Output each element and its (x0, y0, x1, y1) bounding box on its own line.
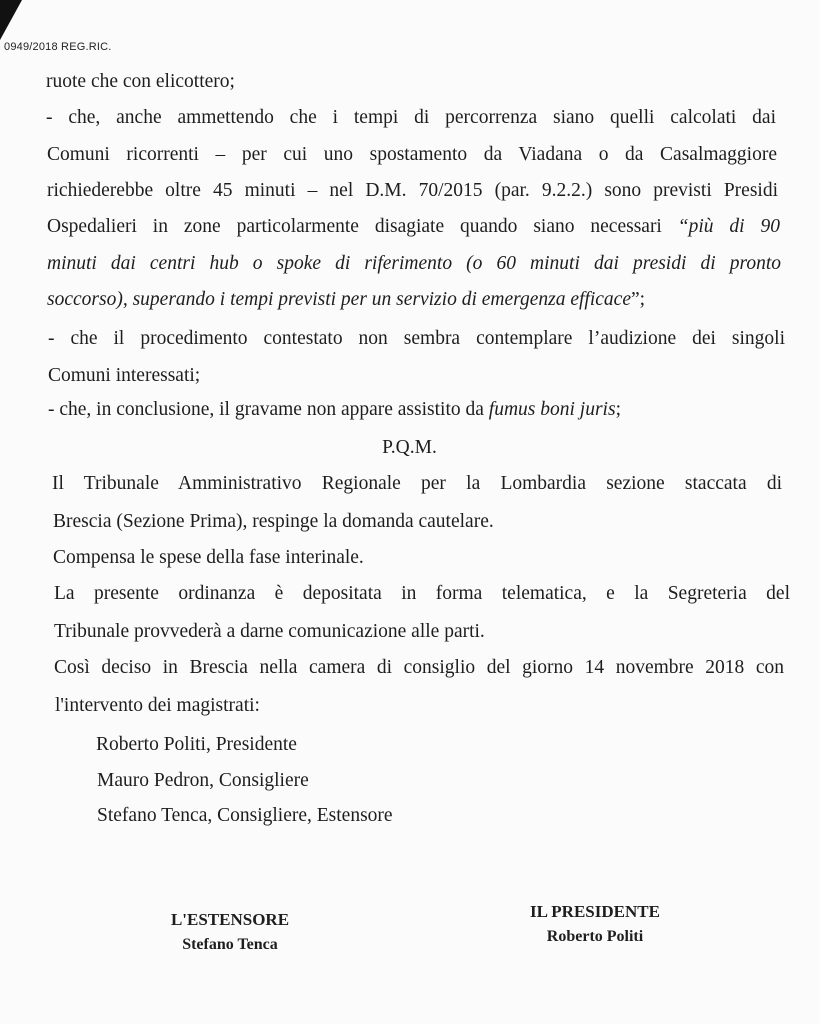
text-line-10: - che, in conclusione, il gravame non appare assistito da fumus boni juris; (48, 399, 621, 420)
text-line-9: Comuni interessati; (48, 365, 201, 386)
text-line-12: Brescia (Sezione Prima), respinge la domanda cautelare. (53, 511, 494, 532)
text-line-3: Comuni ricorrenti – per cui uno spostamento da Viadana o da Casalmaggiore (47, 144, 777, 165)
signature-presidente-name: Roberto Politi (546, 928, 644, 945)
scan-corner-mark (0, 0, 22, 40)
text-line-14: La presente ordinanza è depositata in forma telematica, e la Segreteria del (54, 583, 790, 604)
signature-estensore-title: L'ESTENSORE (170, 910, 290, 929)
text-line-11: Il Tribunale Amministrativo Regionale per la Lombardia sezione staccata di (52, 473, 782, 494)
pqm-heading: P.Q.M. (382, 437, 437, 458)
signature-estensore (150, 910, 310, 954)
text-line-2: - che, anche ammettendo che i tempi di percorrenza siano quelli calcolati dai (46, 107, 776, 128)
signature-presidente-title: IL PRESIDENTE (530, 902, 660, 921)
signature-presidente (510, 902, 680, 946)
text-line-6: minuti dai centri hub o spoke di riferimento (o 60 minuti dai presidi di pronto (47, 253, 781, 274)
text-line-5: Ospedalieri in zone particolarmente disagiate quando siano necessari “più di 90 (47, 216, 780, 237)
text-line-4: richiederebbe oltre 45 minuti – nel D.M. 70/2015 (par. 9.2.2.) sono previsti Presidi (47, 180, 778, 201)
text-line-15: Tribunale provvederà a darne comunicazione alle parti. (54, 621, 485, 642)
register-code: 0949/2018 REG.RIC. (4, 41, 112, 53)
text-line-17: l'intervento dei magistrati: (55, 695, 260, 716)
text-line-1: ruote che con elicottero; (46, 71, 235, 92)
signature-estensore-name: Stefano Tenca (182, 936, 278, 953)
text-line-8: - che il procedimento contestato non sembra contemplare l’audizione dei singoli (48, 328, 785, 349)
magistrate-3: Stefano Tenca, Consigliere, Estensore (97, 805, 393, 826)
magistrate-2: Mauro Pedron, Consigliere (97, 770, 309, 791)
text-line-16: Così deciso in Brescia nella camera di consiglio del giorno 14 novembre 2018 con (54, 657, 784, 678)
text-line-7: soccorso), superando i tempi previsti per un servizio di emergenza efficace”; (47, 289, 646, 310)
text-line-13: Compensa le spese della fase interinale. (53, 547, 364, 568)
magistrate-1: Roberto Politi, Presidente (96, 734, 297, 755)
